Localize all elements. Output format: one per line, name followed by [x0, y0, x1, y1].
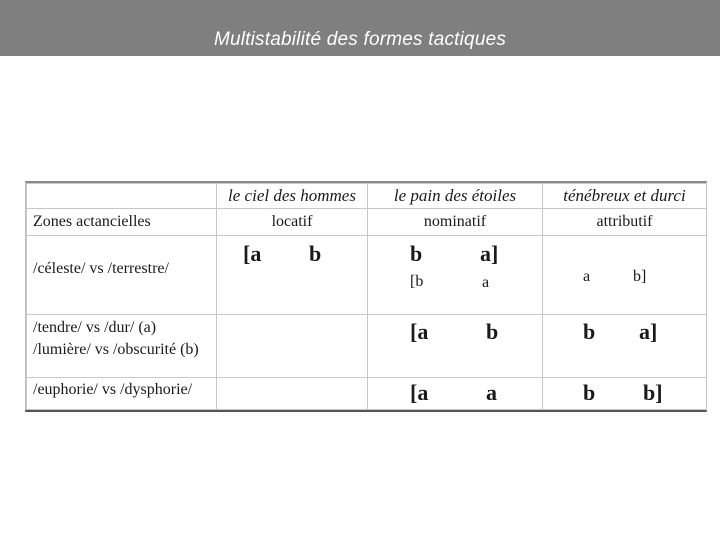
column-header: le pain des étoiles	[368, 184, 543, 209]
slide-title: Multistabilité des formes tactiques	[213, 29, 507, 50]
zone-label: nominatif	[368, 209, 543, 236]
table-subheader-row	[27, 209, 707, 236]
table-cell	[543, 378, 707, 410]
table-cell	[543, 315, 707, 378]
table-row	[27, 315, 707, 378]
cell-mark: [a	[410, 380, 429, 405]
column-header: ténébreux et durci	[543, 184, 707, 209]
header-empty-cell	[27, 184, 217, 209]
cell-mark: a	[486, 380, 497, 405]
table-row	[27, 236, 707, 315]
row-label: Zones actancielles	[27, 209, 217, 236]
cell-mark: b	[583, 319, 596, 344]
table-cell	[368, 315, 543, 378]
row-label-cell	[27, 315, 217, 378]
table-cell	[217, 378, 368, 410]
row-label: /euphorie/ vs /dysphorie/	[33, 381, 193, 398]
cell-mark: b]	[643, 380, 663, 405]
table-cell	[217, 236, 368, 315]
cell-mark: b	[583, 380, 596, 405]
row-label: /lumière/ vs /obscurité (b)	[33, 341, 199, 358]
cell-mark: a	[583, 268, 591, 285]
row-label-cell	[27, 236, 217, 315]
title-bar	[0, 0, 720, 56]
table-header-row	[27, 184, 707, 209]
cell-mark: b	[309, 241, 322, 266]
cell-mark: a]	[480, 241, 499, 266]
cell-mark: [a	[243, 241, 262, 266]
cell-mark: [a	[410, 319, 429, 344]
table-cell	[368, 378, 543, 410]
row-label: /tendre/ vs /dur/ (a)	[33, 319, 157, 336]
row-label: /céleste/ vs /terrestre/	[33, 260, 169, 277]
column-header: le ciel des hommes	[217, 184, 368, 209]
actant-table	[25, 181, 707, 412]
table-cell	[543, 236, 707, 315]
table-cell	[217, 315, 368, 378]
cell-mark: a	[482, 274, 490, 291]
zone-label: attributif	[543, 209, 707, 236]
cell-mark: b]	[633, 268, 647, 285]
row-label-cell	[27, 378, 217, 410]
cell-mark: b	[410, 241, 423, 266]
table-row	[27, 378, 707, 410]
cell-mark: a]	[639, 319, 658, 344]
zone-label: locatif	[217, 209, 368, 236]
cell-mark: [b	[410, 273, 424, 290]
table-cell	[368, 236, 543, 315]
cell-mark: b	[486, 319, 499, 344]
